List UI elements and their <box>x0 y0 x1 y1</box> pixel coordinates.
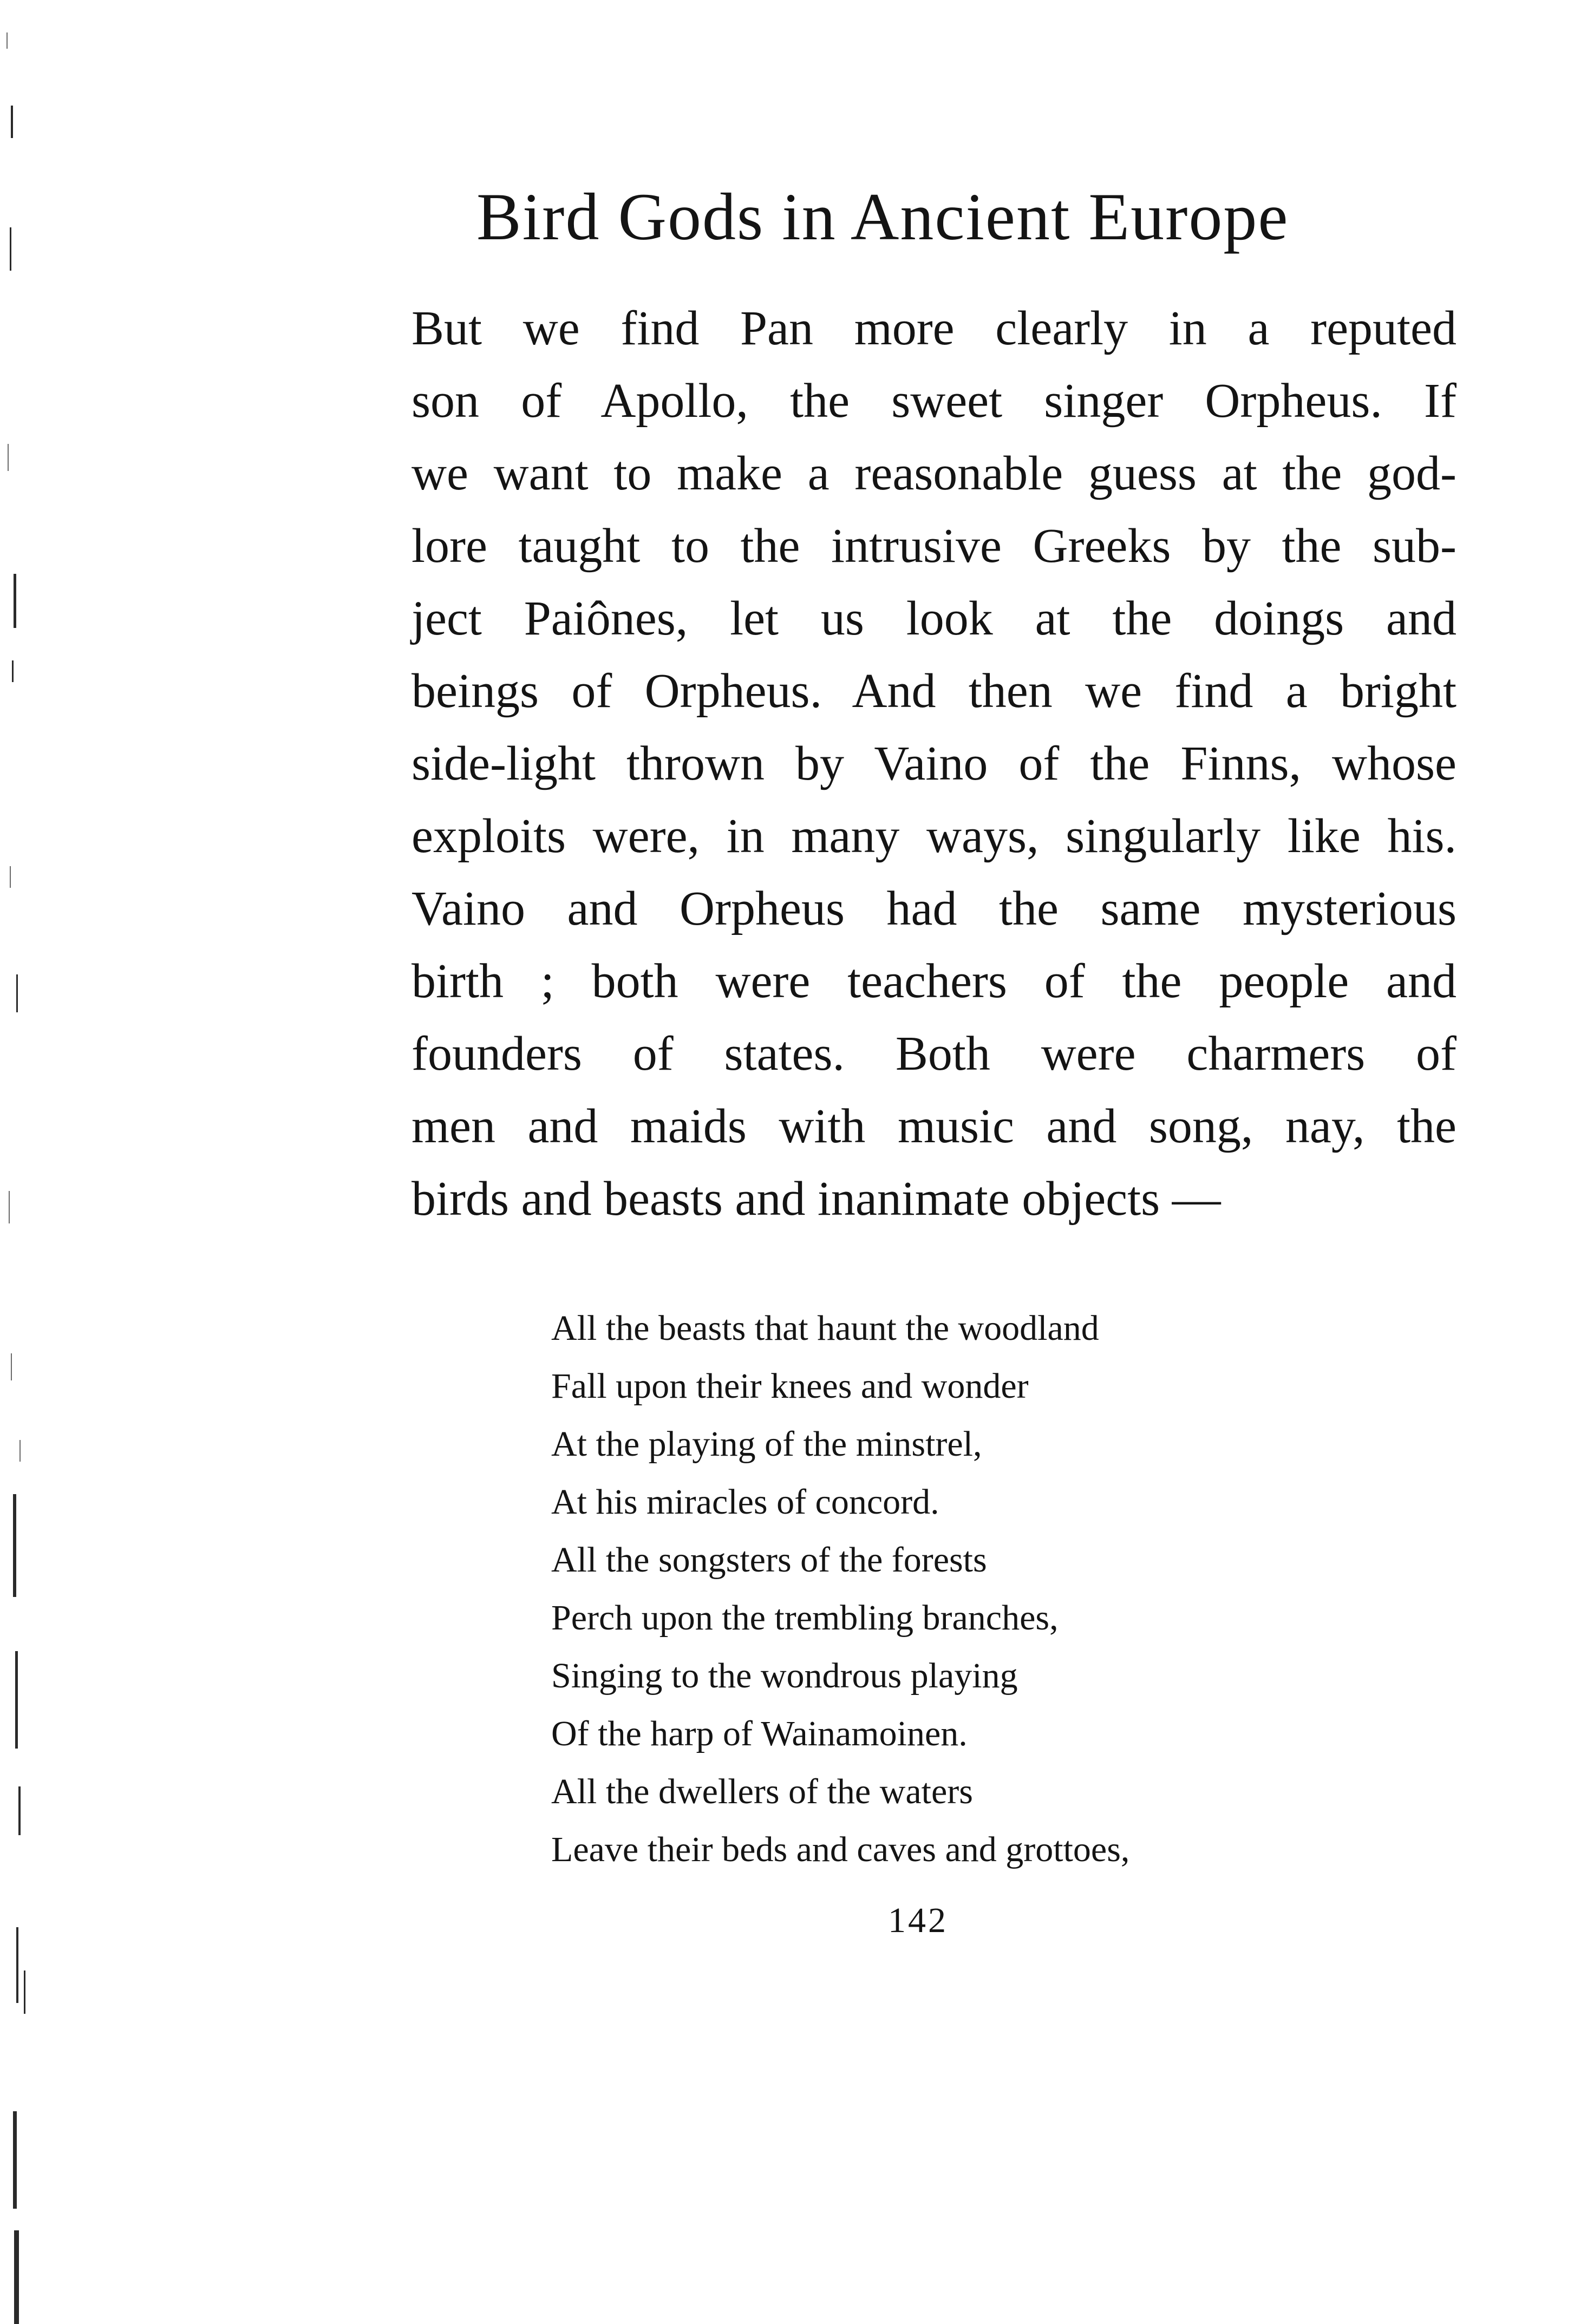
body-line: beings of Orpheus. And then we find a bright <box>412 664 1457 718</box>
verse-line: Leave their beds and caves and grottoes, <box>551 1830 1130 1869</box>
body-line: ject Paiônes, let us look at the doings and <box>412 592 1457 645</box>
page-number: 142 <box>888 1901 948 1940</box>
body-line: son of Apollo, the sweet singer Orpheus. If <box>412 374 1457 428</box>
verse-quotation <box>551 1299 1309 1878</box>
verse-line: All the songsters of the forests <box>551 1540 987 1580</box>
body-line: founders of states. Both were charmers of <box>412 1027 1457 1081</box>
body-line: birds and beasts and inanimate objects — <box>412 1172 1221 1226</box>
verse-line: Singing to the wondrous playing <box>551 1656 1018 1695</box>
body-line: men and maids with music and song, nay, the <box>412 1099 1457 1153</box>
body-line: lore taught to the intrusive Greeks by the sub- <box>412 519 1457 573</box>
body-paragraph <box>412 292 1457 1235</box>
verse-line: At the playing of the minstrel, <box>551 1424 982 1464</box>
body-line: Vaino and Orpheus had the same mysterious <box>412 882 1457 935</box>
verse-line: All the beasts that haunt the woodland <box>551 1308 1099 1348</box>
verse-line: All the dwellers of the waters <box>551 1772 973 1811</box>
verse-line: Perch upon the trembling branches, <box>551 1598 1059 1638</box>
body-line: we want to make a reasonable guess at the god- <box>412 447 1457 500</box>
verse-line: At his miracles of concord. <box>551 1482 939 1522</box>
running-header-title: Bird Gods in Ancient Europe <box>476 180 1289 254</box>
scan-binding-edge <box>0 0 60 2324</box>
body-line: birth ; both were teachers of the people and <box>412 954 1457 1008</box>
verse-line: Of the harp of Wainamoinen. <box>551 1714 968 1753</box>
verse-line: Fall upon their knees and wonder <box>551 1366 1029 1406</box>
body-line: exploits were, in many ways, singularly like his. <box>412 809 1457 863</box>
body-line: But we find Pan more clearly in a reputed <box>412 302 1457 355</box>
body-line: side-light thrown by Vaino of the Finns, whose <box>412 737 1457 790</box>
